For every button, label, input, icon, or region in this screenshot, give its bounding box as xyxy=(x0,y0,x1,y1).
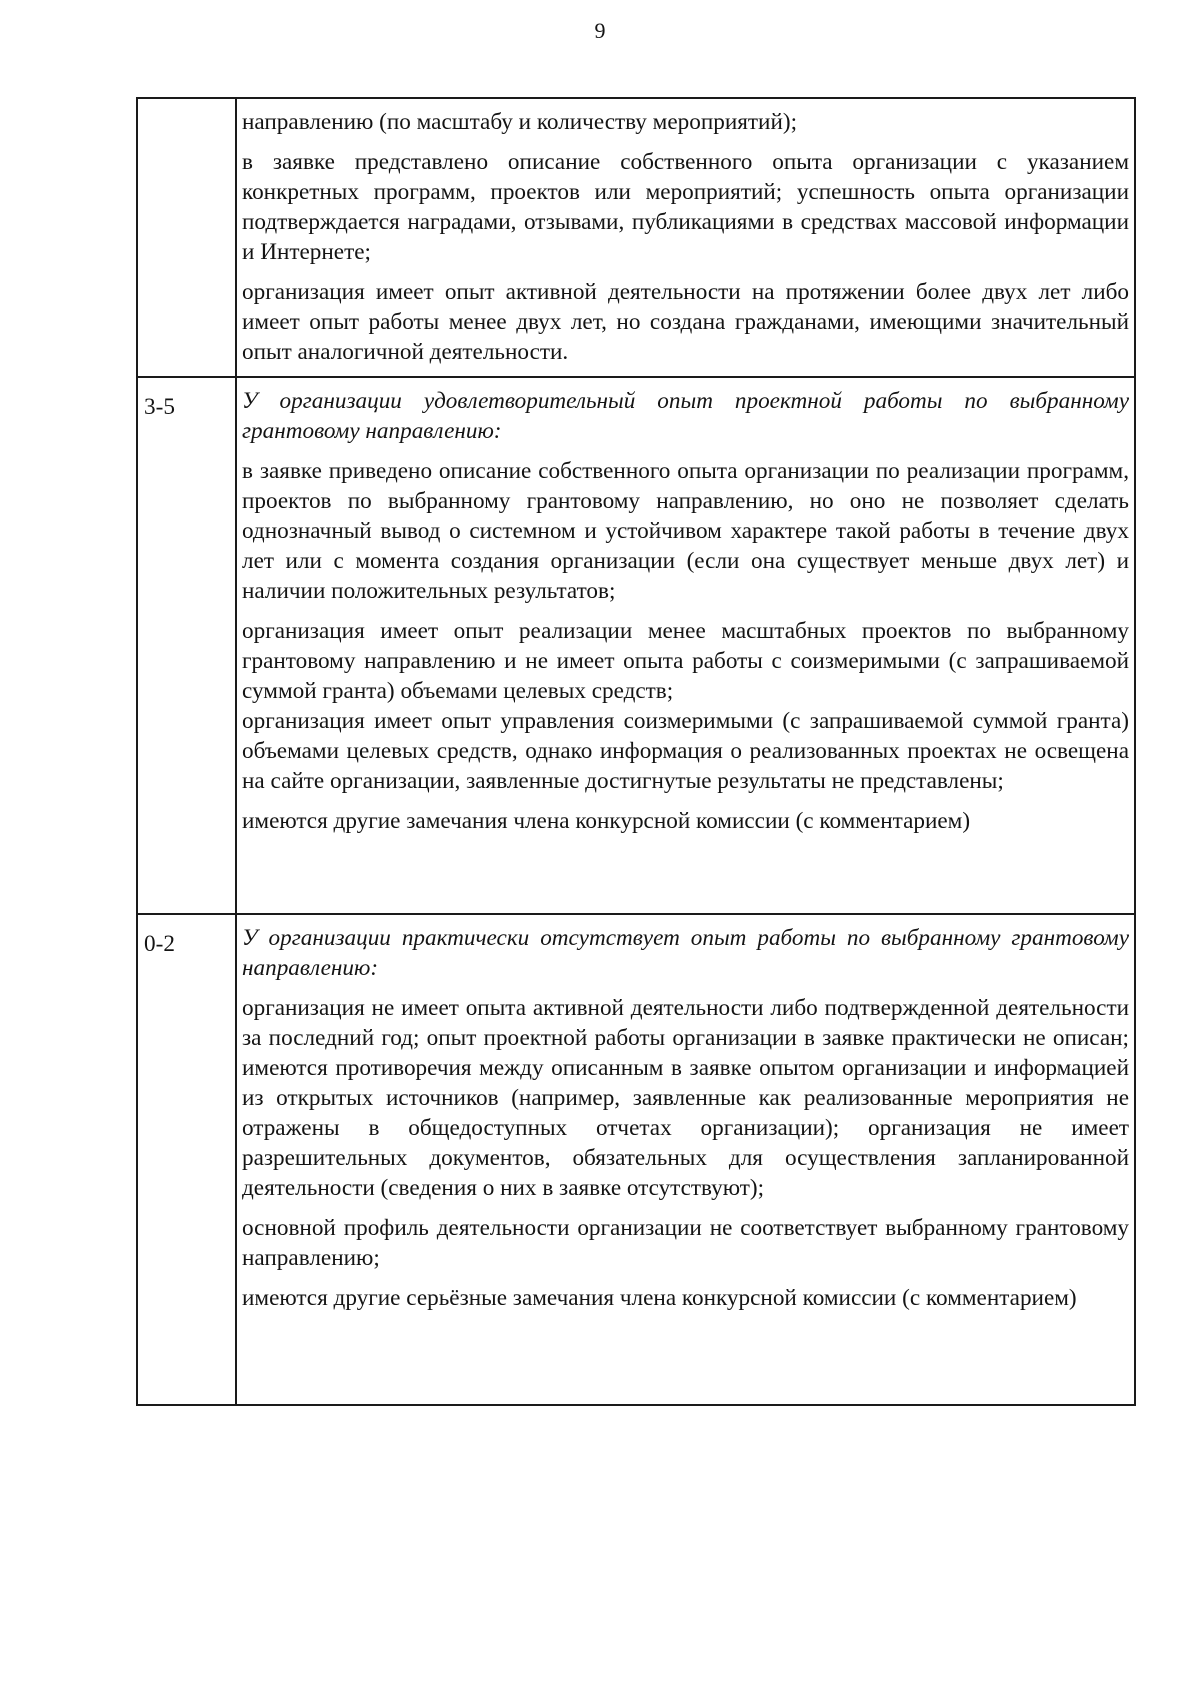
criteria-paragraph: в заявке приведено описание собственного опыта организации по реализации программ, проектов по выбранному грантовому направлению, но оно не позволяет сделать однозначный вывод о системном и устойчивом характере такой работы в течение двух лет или с момента создания организации (если она существует меньше двух лет) и наличии положительных результатов; xyxy=(242,458,1129,604)
table-row xyxy=(137,98,1135,377)
criteria-paragraph: организация имеет опыт активной деятельности на протяжении более двух лет либо имеет опыт работы менее двух лет, но создана гражданами, имеющими значительный опыт аналогичной деятельности. xyxy=(242,279,1129,365)
table-row xyxy=(137,914,1135,1405)
criteria-paragraph: организация имеет опыт реализации менее масштабных проектов по выбранному грантовому направлению и не имеет опыта работы с соизмеримыми (с запрашиваемой суммой гранта) объемами целевых средств; xyxy=(242,618,1129,704)
criteria-paragraph: имеются другие замечания члена конкурсной комиссии (с комментарием) xyxy=(242,808,971,834)
table-row xyxy=(137,377,1135,914)
criteria-paragraph: в заявке представлено описание собственного опыта организации с указанием конкретных программ, проектов или мероприятий; успешность опыта организации подтверждается наградами, отзывами, публикациями в средствах массовой информации и Интернете; xyxy=(242,149,1129,265)
criteria-cell xyxy=(236,98,1135,377)
criteria-heading: У организации удовлетворительный опыт проектной работы по выбранному грантовому направлению: xyxy=(242,388,1129,444)
criteria-heading: У организации практически отсутствует опыт работы по выбранному грантовому направлению: xyxy=(242,925,1129,981)
criteria-paragraph: организация имеет опыт управления соизмеримыми (с запрашиваемой суммой гранта) объемами целевых средств, однако информация о реализованных проектах не освещена на сайте организации, заявленные достигнутые результаты не представлены; xyxy=(242,708,1129,794)
score-cell xyxy=(137,98,236,377)
score-cell: 3-5 xyxy=(137,377,236,914)
criteria-paragraph: имеются другие серьёзные замечания члена конкурсной комиссии (с комментарием) xyxy=(242,1285,1077,1311)
criteria-cell xyxy=(236,377,1135,914)
criteria-paragraph: направлению (по масштабу и количеству мероприятий); xyxy=(242,109,798,135)
criteria-cell xyxy=(236,914,1135,1405)
criteria-table xyxy=(136,97,1136,1406)
score-cell: 0-2 xyxy=(137,914,236,1405)
page-number: 9 xyxy=(594,18,606,43)
criteria-paragraph: основной профиль деятельности организации не соответствует выбранному грантовому направлению; xyxy=(242,1215,1129,1271)
criteria-paragraph: организация не имеет опыта активной деятельности либо подтвержденной деятельности за последний год; опыт проектной работы организации в заявке практически не описан; имеются противоречия между описанным в заявке опытом организации и информацией из открытых источников (например, заявленные как реализованные мероприятия не отражены в общедоступных отчетах организации); организация не имеет разрешительных документов, обязательных для осуществления запланированной деятельности (сведения о них в заявке отсутствуют); xyxy=(242,995,1129,1201)
